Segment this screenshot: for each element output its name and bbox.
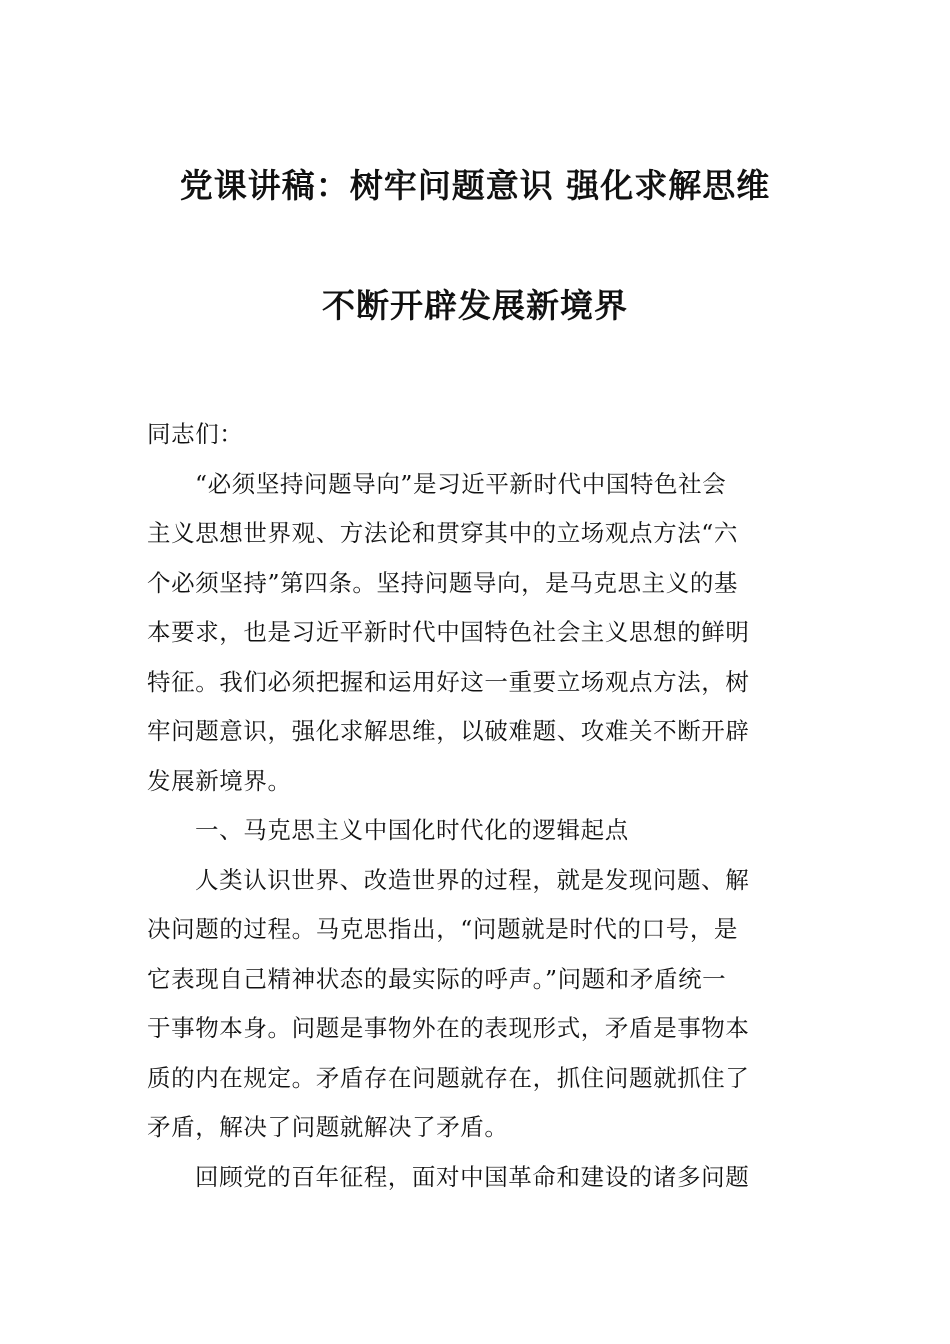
paragraph-problem-awareness — [147, 856, 805, 1153]
text-line: 决问题的过程。马克思指出，“问题就是时代的口号，是 — [147, 915, 739, 943]
paragraph-intro — [147, 460, 805, 807]
text-line: 矛盾，解决了问题就解决了矛盾。 — [147, 1113, 509, 1141]
text-line: 人类认识世界、改造世界的过程，就是发现问题、解 — [195, 865, 750, 894]
text-line: “必须坚持问题导向”是习近平新时代中国特色社会 — [195, 469, 727, 498]
paragraph-party-history — [147, 1153, 805, 1203]
section-heading-1 — [147, 806, 805, 856]
text-line: 个必须坚持”第四条。坚持问题导向，是马克思主义的基 — [147, 568, 739, 597]
text-line: 回顾党的百年征程，面对中国革命和建设的诸多问题 — [195, 1162, 750, 1191]
text-line: 它表现自己精神状态的最实际的呼声。”问题和矛盾统一 — [147, 964, 727, 993]
text-line: 牢问题意识，强化求解思维，以破难题、攻难关不断开辟 — [147, 717, 750, 745]
greeting: 同志们： — [147, 420, 244, 448]
text-line: 本要求，也是习近平新时代中国特色社会主义思想的鲜明 — [147, 618, 750, 646]
text-line: 于事物本身。问题是事物外在的表现形式，矛盾是事物本 — [147, 1014, 750, 1042]
text-line: 特征。我们必须把握和运用好这一重要立场观点方法，树 — [147, 667, 750, 696]
document-body — [147, 410, 805, 1202]
section-heading-text: 一、马克思主义中国化时代化的逻辑起点 — [195, 816, 629, 844]
document-title-line-2: 不断开辟发展新境界 — [322, 286, 628, 325]
text-line: 发展新境界。 — [147, 766, 292, 795]
text-line: 质的内在规定。矛盾存在问题就存在，抓住问题就抓住了 — [147, 1063, 750, 1092]
document-title-line-1: 党课讲稿：树牢问题意识 强化求解思维 — [179, 166, 771, 205]
text-line: 主义思想世界观、方法论和贯穿其中的立场观点方法“六 — [147, 519, 739, 547]
